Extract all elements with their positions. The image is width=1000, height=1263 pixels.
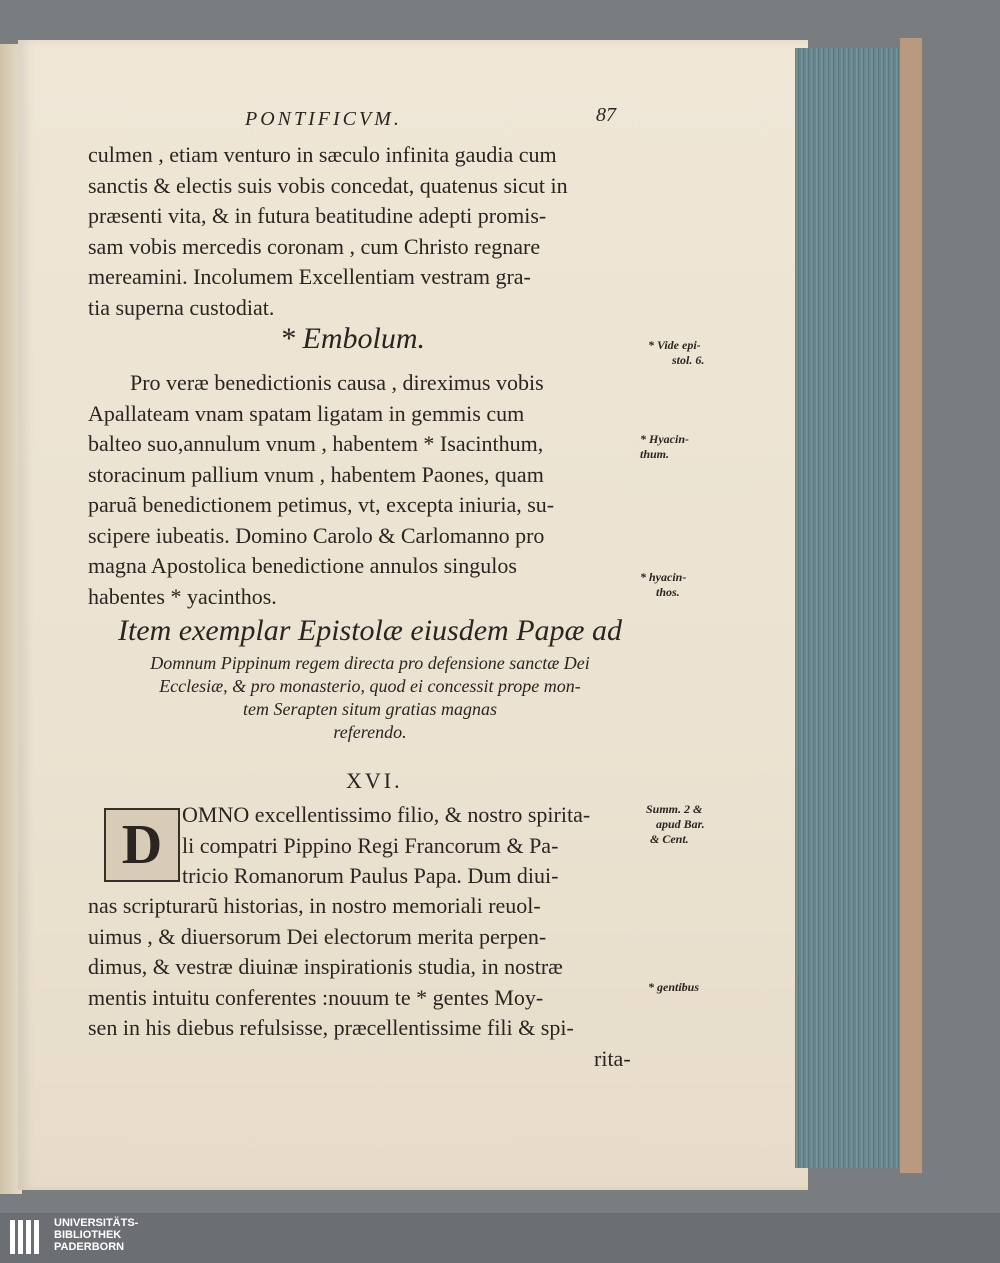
- embolum-heading: * Embolum.: [280, 322, 425, 355]
- text-line: OMNO excellentissimo filio, & nostro spirita-: [182, 802, 591, 827]
- text-line: balteo suo,annulum vnum , habentem * Isacinthum,: [88, 431, 544, 456]
- drop-cap-initial: [104, 808, 180, 882]
- text-line: tia superna custodiat.: [88, 294, 275, 320]
- text-line: mereamini. Incolumem Excellentiam vestram gra-: [88, 264, 531, 289]
- text-line: li compatri Pippino Regi Francorum & Pa-: [182, 832, 559, 858]
- text-line: nas scripturarũ historias, in nostro memoriali reuol-: [88, 893, 541, 918]
- text-line: dimus, & vestræ diuinæ inspirationis studia, in nostræ: [88, 954, 563, 979]
- text-line: præsenti vita, & in futura beatitudine adepti promis-: [88, 203, 547, 228]
- text-line: tricio Romanorum Paulus Papa. Dum diui-: [182, 863, 559, 888]
- text-line: magna Apostolica benedictione annulos singulos: [88, 553, 517, 578]
- text-line: Apallateam vnam spatam ligatam in gemmis cum: [88, 400, 525, 426]
- epistle-title: Item exemplar Epistolæ eiusdem Papæ ad: [117, 614, 623, 647]
- text-line: mentis intuitu conferentes :nouum te * gentes Moy-: [88, 984, 544, 1010]
- text-line: habentes * yacinthos.: [88, 583, 277, 609]
- text-line: culmen , etiam venturo in sæculo infinita gaudia cum: [88, 142, 557, 167]
- paragraph-3: [88, 891, 638, 1074]
- subtitle-line: referendo.: [333, 722, 407, 742]
- text-line: sen in his diebus refulsisse, præcellentissime fili & spi-: [88, 1015, 574, 1040]
- library-logo-text: UNIVERSITÄTS- BIBLIOTHEK PADERBORN: [54, 1217, 139, 1253]
- text-line: storacinum pallium vnum , habentem Paones, quam: [88, 461, 544, 487]
- margin-note: * Hyacin- thum.: [640, 432, 689, 461]
- text-line: uimus , & diuersorum Dei electorum merita perpen-: [88, 923, 547, 949]
- page-edges: [795, 48, 915, 1168]
- library-logo-icon: [10, 1220, 46, 1254]
- text-line: scipere iubeatis. Domino Carolo & Carlomanno pro: [88, 522, 545, 548]
- subtitle-line: Ecclesiæ, & pro monasterio, quod ei concessit prope mon-: [159, 676, 581, 696]
- text-line: sanctis & electis suis vobis concedat, quatenus sicut in: [88, 172, 568, 198]
- margin-note: * hyacin- thos.: [640, 570, 687, 599]
- subtitle-line: tem Serapten situm gratias magnas: [243, 699, 497, 719]
- page-number: 87: [596, 104, 616, 126]
- epistle-number: XVI.: [346, 768, 403, 793]
- paragraph-2: [88, 368, 638, 612]
- margin-note: * Vide epi- stol. 6.: [648, 338, 705, 367]
- margin-note: * gentibus: [648, 980, 700, 994]
- epistle-subtitle: [96, 652, 644, 744]
- paragraph-3-indented: [182, 800, 642, 892]
- running-title: PONTIFICVM.: [245, 108, 402, 130]
- subtitle-line: Domnum Pippinum regem directa pro defensione sanctæ Dei: [150, 653, 590, 673]
- text-line: rita-: [594, 1045, 631, 1071]
- book-cover-edge: [900, 38, 922, 1173]
- drop-cap-letter: D: [121, 814, 163, 876]
- paragraph-1: [88, 140, 638, 323]
- footer-bar: [0, 1213, 1000, 1263]
- text-line: paruã benedictionem petimus, vt, excepta iniuria, su-: [88, 492, 555, 517]
- text-line: Pro veræ benedictionis causa , direximus vobis: [130, 370, 544, 395]
- margin-note: Summ. 2 & apud Bar. & Cent.: [646, 802, 705, 846]
- text-line: sam vobis mercedis coronam , cum Christo regnare: [88, 233, 541, 259]
